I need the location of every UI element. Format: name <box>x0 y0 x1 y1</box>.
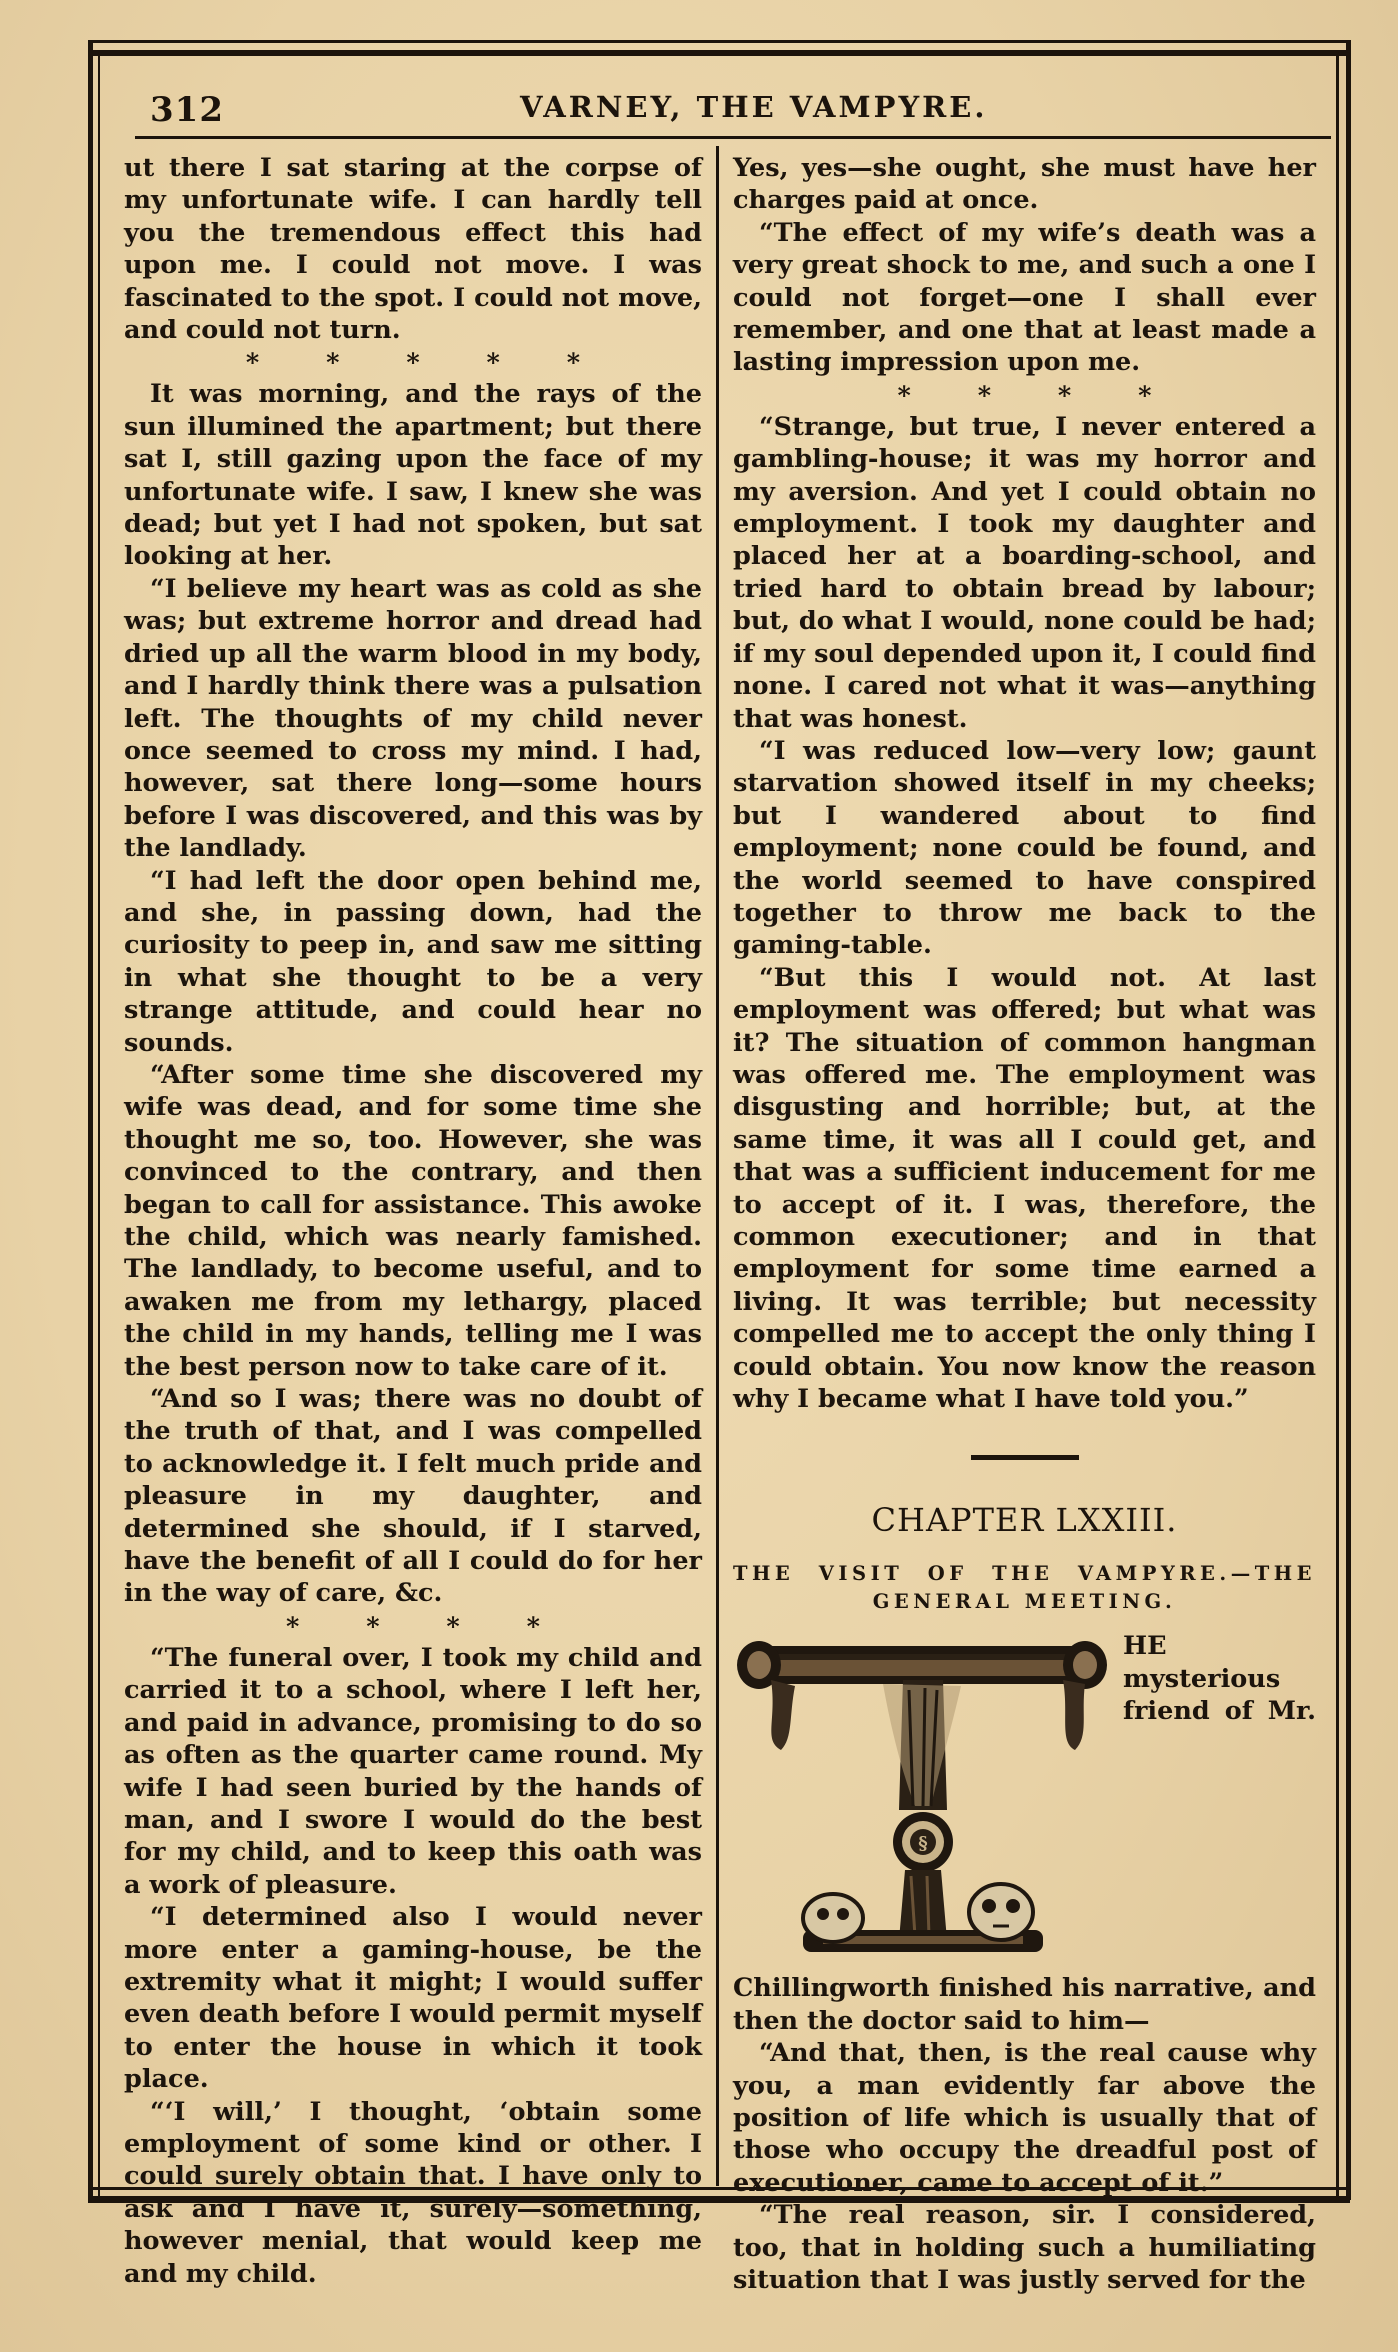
running-title: VARNEY, THE VAMPYRE. <box>520 90 988 124</box>
svg-text:§: § <box>918 1833 928 1855</box>
right-column-paragraphs <box>733 152 1316 1415</box>
section-break-asterisks: * * * * <box>897 380 1152 411</box>
right-border-outer <box>1346 40 1351 2200</box>
top-border-thin <box>88 40 1350 43</box>
paragraph: “After some time she discovered my wife was dead, and for some time she thought me so, too. However, she was convinced to the contrary, and then began to call for assistance. This awoke the child, which was nearly famished. The landlady, to become useful, and to awaken me from my lethargy, placed the child in my hands, telling me I was the best person now to take care of it. <box>124 1059 702 1382</box>
left-text-column <box>124 152 702 2290</box>
paragraph: “I believe my heart was as cold as she was; but extreme horror and dread had dried up all the warm blood in my body, and I hardly think there was a pulsation left. The thoughts of my child never once seemed to cross my mind. I had, however, sat there long—some hours before I was discovered, and this was by the landlady. <box>124 573 702 864</box>
column-divider <box>716 146 719 2186</box>
right-text-column <box>733 152 1316 2297</box>
chapter-opening-text: HE mysterious friend of Mr. Chillingworth finished his narrative, and then the doctor said to him— <box>733 1631 1316 2036</box>
top-border-thick <box>88 50 1350 56</box>
paragraph: “And so I was; there was no doubt of the truth of that, and I was compelled to acknowledge it. I felt much pride and pleasure in my daughter, and determined she should, if I starved, have the benefit of all I could do for her in the way of care, &c. <box>124 1384 702 1609</box>
paragraph: “Strange, but true, I never entered a gambling-house; it was my horror and my aversion. And yet I could obtain no employment. I took my daughter and placed her at a boarding-school, and tried hard to obtain bread by labour; but, do what I would, none could be had; if my soul depended upon it, I could find none. I cared not what it was—anything that was honest. <box>733 411 1316 734</box>
paragraph: “I determined also I would never more enter a gaming-house, be the extremity what it might; I would suffer even death before I would permit myself to enter the house in which it took place. <box>124 1902 702 2095</box>
left-border <box>88 40 93 2202</box>
chapter-paragraph-3: “The real reason, sir. I considered, too, that in holding such a humiliating situation that I was justly served for the <box>733 2200 1316 2296</box>
chapter-title: CHAPTER LXXIII. <box>871 1501 1178 1540</box>
paragraph: “I had left the door open behind me, and she, in passing down, had the curiosity to peep in, and saw me sitting in what she thought to be a very strange attitude, and could hear no sounds. <box>124 865 702 1058</box>
paragraph: “I was reduced low—very low; gaunt starvation showed itself in my cheeks; but I wandered about to find employment; none could be found, and the world seemed to have conspired together to throw me back to the gaming-table. <box>733 735 1316 961</box>
section-break-asterisks: * * * * <box>286 1611 540 1642</box>
chapter-separator-rule <box>971 1455 1079 1460</box>
left-border-inner <box>98 56 100 2196</box>
paragraph: ut there I sat staring at the corpse of my unfortunate wife. I can hardly tell you the tremendous effect this had upon me. I could not move. I was fascinated to the spot. I could not move, and could not turn. <box>124 153 702 346</box>
paragraph: “‘I will,’ I thought, ‘obtain some employment of some kind or other. I could surely obtain that. I have only to ask and I have it, surely—something, however menial, that would keep me and my child. <box>124 2096 702 2289</box>
section-break-asterisks: * * * * * <box>245 348 581 379</box>
chapter-subtitle-line-2: GENERAL MEETING. <box>872 1590 1177 1614</box>
paragraph: “But this I would not. At last employment was offered; but what was it? The situation of common hangman was offered me. The employment was disgusting and horrible; but, at the same time, it was all I could get, and that was a sufficient inducement for me to accept of it. I was, therefore, the common executioner; and in that employment for some time earned a living. It was terrible; but necessity compelled me to accept the only thing I could obtain. You now know the reason why I became what I have told you.” <box>733 962 1316 1415</box>
page-number: 312 <box>150 90 224 130</box>
header-underline <box>135 136 1331 139</box>
paragraph: Yes, yes—she ought, she must have her charges paid at once. <box>733 153 1316 216</box>
paragraph: “The effect of my wife’s death was a very great shock to me, and such a one I could not forget—one I shall ever remember, and one that at least made a lasting impression upon me. <box>733 217 1316 378</box>
paragraph: “The funeral over, I took my child and carried it to a school, where I left her, and paid in advance, promising to do so as often as the quarter came round. My wife I had seen buried by the hands of man, and I swore I would do the best for my child, and to keep this oath was a work of pleasure. <box>124 1642 702 1900</box>
chapter-paragraph-2: “And that, then, is the real cause why you, a man evidently far above the position of life which is usually that of those who occupy the dreadful post of executioner, came to accept of it.” <box>733 2038 1316 2198</box>
paragraph: It was morning, and the rays of the sun illumined the apartment; but there sat I, still gazing upon the face of my unfortunate wife. I saw, I knew she was dead; but yet I had not spoken, but sat looking at her. <box>124 379 702 572</box>
decorative-initial-t-woodcut <box>733 1630 1113 1972</box>
right-border <box>1336 56 1339 2202</box>
chapter-subtitle-line-1: THE VISIT OF THE VAMPYRE.—THE <box>733 1562 1316 1586</box>
